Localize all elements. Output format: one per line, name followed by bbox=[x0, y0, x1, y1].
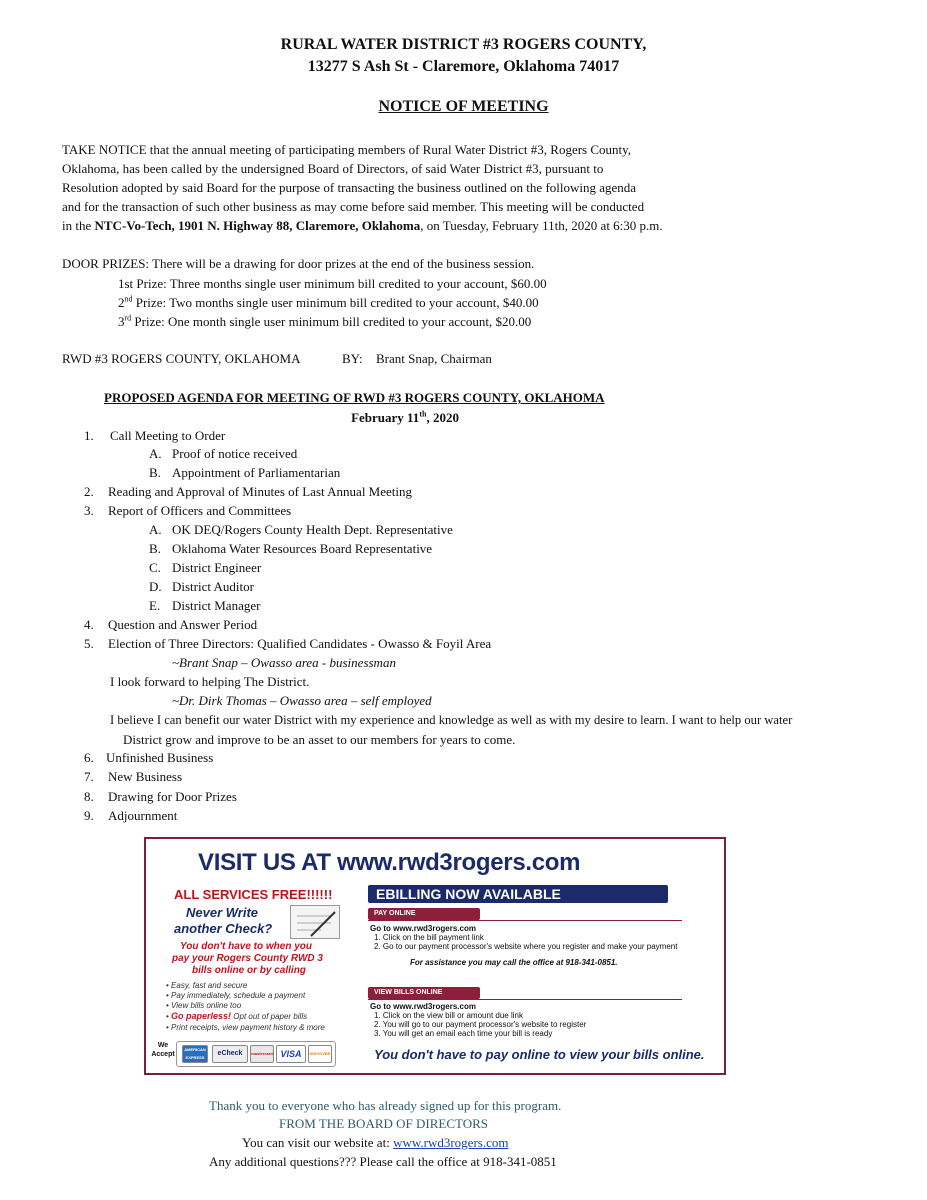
agenda-sub-3e: District Manager bbox=[172, 598, 261, 613]
agenda-num-5: 5. bbox=[84, 636, 94, 651]
agenda-sub-3d-letter: D. bbox=[149, 579, 162, 594]
intro-line-4: and for the transaction of such other business as may come before said member. This meeting will be conducted bbox=[62, 199, 645, 214]
agenda-sub-3c-letter: C. bbox=[149, 560, 161, 575]
agenda-sub-3a: OK DEQ/Rogers County Health Dept. Representative bbox=[172, 522, 453, 537]
sub-line-2: pay your Rogers County RWD 3 bbox=[172, 953, 323, 964]
view-bills-bar bbox=[368, 987, 480, 999]
agenda-num-4: 4. bbox=[84, 617, 94, 632]
candidate-2: ~Dr. Dirk Thomas – Owasso area – self employed bbox=[172, 693, 432, 708]
prize-3-sup: rd bbox=[124, 313, 132, 323]
sub-line-1: You don't have to when you bbox=[180, 941, 313, 952]
prize-3-num: 3 bbox=[118, 314, 125, 329]
footer-visit bbox=[242, 1135, 508, 1151]
ebilling-banner bbox=[144, 837, 726, 1075]
agenda-sub-3a-letter: A. bbox=[149, 522, 162, 537]
intro-line-3: Resolution adopted by said Board for the purpose of transacting the business outlined on the following agenda bbox=[62, 180, 637, 195]
agenda-date bbox=[0, 410, 810, 426]
agenda-item-4: Question and Answer Period bbox=[108, 617, 258, 632]
agenda-sub-1b-letter: B. bbox=[149, 465, 161, 480]
agenda-num-2: 2. bbox=[84, 484, 94, 499]
prize-2-text: Prize: Two months single user minimum bill credited to your account, $40.00 bbox=[132, 295, 539, 310]
signature-by: BY: bbox=[342, 351, 363, 366]
benefit-5-text: Print receipts, view payment history & more bbox=[171, 1023, 325, 1032]
agenda-num-1: 1. bbox=[84, 428, 94, 443]
pay-online-label: PAY ONLINE bbox=[374, 910, 416, 917]
door-prizes-intro: DOOR PRIZES: There will be a drawing for door prizes at the end of the business session. bbox=[62, 256, 535, 271]
prize-3-text: Prize: One month single user minimum bill credited to your account, $20.00 bbox=[131, 314, 532, 329]
agenda-num-7: 7. bbox=[84, 769, 94, 784]
footer-questions: Any additional questions??? Please call the office at 918-341-0851 bbox=[209, 1154, 557, 1169]
pay-step-1: 1. Click on the bill payment link bbox=[374, 933, 484, 942]
benefit-4-highlight: Go paperless! bbox=[171, 1011, 232, 1021]
view-go: Go to www.rwd3rogers.com bbox=[370, 1002, 476, 1011]
benefit-3-text: View bills online too bbox=[171, 1001, 242, 1010]
agenda-date-post: , 2020 bbox=[426, 410, 459, 425]
district-name: RURAL WATER DISTRICT #3 ROGERS COUNTY, bbox=[280, 36, 647, 53]
agenda-sub-3c: District Engineer bbox=[172, 560, 262, 575]
view-step-2: 2. You will go to our payment processor's website to register bbox=[374, 1020, 587, 1029]
agenda-sub-3b: Oklahoma Water Resources Board Representative bbox=[172, 541, 433, 556]
agenda-item-6: Unfinished Business bbox=[106, 750, 214, 765]
agenda-item-9: Adjournment bbox=[108, 808, 178, 823]
agenda-title: PROPOSED AGENDA FOR MEETING OF RWD #3 ROGERS COUNTY, OKLAHOMA bbox=[104, 390, 605, 405]
prize-3 bbox=[118, 314, 531, 330]
view-bills-rule bbox=[368, 999, 682, 1000]
prize-2-num: 2 bbox=[118, 295, 125, 310]
assistance-note: For assistance you may call the office at 918-341-0851. bbox=[410, 958, 618, 967]
district-address: 13277 S Ash St - Claremore, Oklahoma 74017 bbox=[307, 58, 620, 75]
website-link[interactable]: www.rwd3rogers.com bbox=[393, 1135, 509, 1150]
prize-1: 1st Prize: Three months single user minimum bill credited to your account, $60.00 bbox=[118, 276, 547, 291]
agenda-item-3: Report of Officers and Committees bbox=[108, 503, 292, 518]
view-step-3: 3. You will get an email each time your bill is ready bbox=[374, 1029, 553, 1038]
pay-online-bar bbox=[368, 908, 480, 920]
agenda-num-8: 8. bbox=[84, 789, 94, 804]
agenda-sub-3b-letter: B. bbox=[149, 541, 161, 556]
banner-title: VISIT US AT www.rwd3rogers.com bbox=[198, 849, 581, 876]
prize-2 bbox=[118, 295, 539, 311]
agenda-item-5: Election of Three Directors: Qualified Candidates - Owasso & Foyil Area bbox=[108, 636, 492, 651]
candidate-2-statement-1: I believe I can benefit our water District with my experience and knowledge as well as with my desire to learn. I want to help our water bbox=[110, 713, 793, 727]
agenda-date-pre: February 11 bbox=[351, 410, 420, 425]
agenda-sub-3d: District Auditor bbox=[172, 579, 254, 594]
pay-step-2: 2. Go to our payment processor's website where you register and make your payment bbox=[374, 942, 678, 951]
ebilling-header-bar bbox=[368, 885, 668, 903]
agenda-item-1: Call Meeting to Order bbox=[110, 428, 226, 443]
never-write: Never Write bbox=[186, 905, 259, 920]
signature-name: Brant Snap, Chairman bbox=[376, 351, 492, 366]
footer-thanks: Thank you to everyone who has already signed up for this program. bbox=[209, 1098, 562, 1113]
footer-visit-text: You can visit our website at: bbox=[242, 1135, 394, 1150]
intro-line-5 bbox=[62, 218, 663, 234]
meeting-location: NTC-Vo-Tech, 1901 N. Highway 88, Claremore, Oklahoma bbox=[94, 218, 421, 233]
agenda-item-2: Reading and Approval of Minutes of Last Annual Meeting bbox=[108, 484, 413, 499]
benefit-1-text: Easy, fast and secure bbox=[171, 981, 248, 990]
agenda-item-8: Drawing for Door Prizes bbox=[108, 789, 237, 804]
candidate-1: ~Brant Snap – Owasso area - businessman bbox=[172, 655, 396, 670]
benefit-3: • View bills online too bbox=[166, 1001, 242, 1010]
all-services-free: ALL SERVICES FREE!!!!!! bbox=[174, 887, 333, 902]
intro-line-5-pre: in the bbox=[62, 218, 95, 233]
agenda-sub-1a: Proof of notice received bbox=[172, 446, 298, 461]
intro-line-2: Oklahoma, has been called by the undersigned Board of Directors, of said Water District #3, pursuant to bbox=[62, 161, 604, 176]
view-step-1: 1. Click on the view bill or amount due link bbox=[374, 1011, 523, 1020]
agenda-sub-1a-letter: A. bbox=[149, 446, 162, 461]
amex-card: AMERICAN EXPRESS bbox=[182, 1045, 208, 1063]
another-check: another Check? bbox=[174, 921, 273, 936]
agenda-sub-1b: Appointment of Parliamentarian bbox=[172, 465, 341, 480]
benefit-4-text: Opt out of paper bills bbox=[231, 1012, 308, 1021]
mastercard-card: mastercard bbox=[250, 1045, 274, 1063]
agenda-num-3: 3. bbox=[84, 503, 94, 518]
benefit-5: • Print receipts, view payment history & more bbox=[166, 1023, 325, 1032]
we-accept-label: We Accept bbox=[151, 1042, 175, 1058]
benefit-2: • Pay immediately, schedule a payment bbox=[166, 991, 306, 1000]
benefit-4: • Go paperless! Opt out of paper bills bbox=[166, 1011, 308, 1021]
benefit-1: • Easy, fast and secure bbox=[166, 981, 248, 990]
pay-online-rule bbox=[368, 920, 682, 921]
intro-line-1: TAKE NOTICE that the annual meeting of participating members of Rural Water District #3, Rogers County, bbox=[62, 142, 632, 157]
footer-board: FROM THE BOARD OF DIRECTORS bbox=[279, 1116, 489, 1131]
meeting-date: , on Tuesday, February 11th, 2020 at 6:30 p.m. bbox=[420, 218, 663, 233]
candidate-2-statement-2: District grow and improve to be an asset to our members for years to come. bbox=[123, 732, 516, 747]
sub-line-3: bills online or by calling bbox=[192, 965, 306, 976]
prize-2-sup: nd bbox=[124, 294, 133, 304]
pay-go: Go to www.rwd3rogers.com bbox=[370, 924, 476, 933]
agenda-sub-3e-letter: E. bbox=[149, 598, 161, 613]
echeck-card: eCheck bbox=[212, 1045, 248, 1063]
agenda-date-sup: th bbox=[419, 409, 427, 419]
view-bills-label: VIEW BILLS ONLINE bbox=[374, 989, 443, 996]
visa-card: VISA bbox=[276, 1045, 306, 1063]
agenda-num-6: 6. bbox=[84, 750, 94, 765]
candidate-1-statement: I look forward to helping The District. bbox=[110, 674, 310, 689]
ebilling-header: EBILLING NOW AVAILABLE bbox=[376, 886, 561, 902]
signature-org: RWD #3 ROGERS COUNTY, OKLAHOMA bbox=[62, 351, 301, 366]
benefit-2-text: Pay immediately, schedule a payment bbox=[171, 991, 306, 1000]
agenda-item-7: New Business bbox=[108, 769, 183, 784]
notice-title: NOTICE OF MEETING bbox=[378, 98, 549, 115]
check-pen-icon bbox=[290, 905, 340, 939]
agenda-num-9: 9. bbox=[84, 808, 94, 823]
banner-tagline: You don't have to pay online to view your bills online. bbox=[374, 1047, 705, 1062]
discover-card: DISCOVER bbox=[308, 1045, 332, 1063]
